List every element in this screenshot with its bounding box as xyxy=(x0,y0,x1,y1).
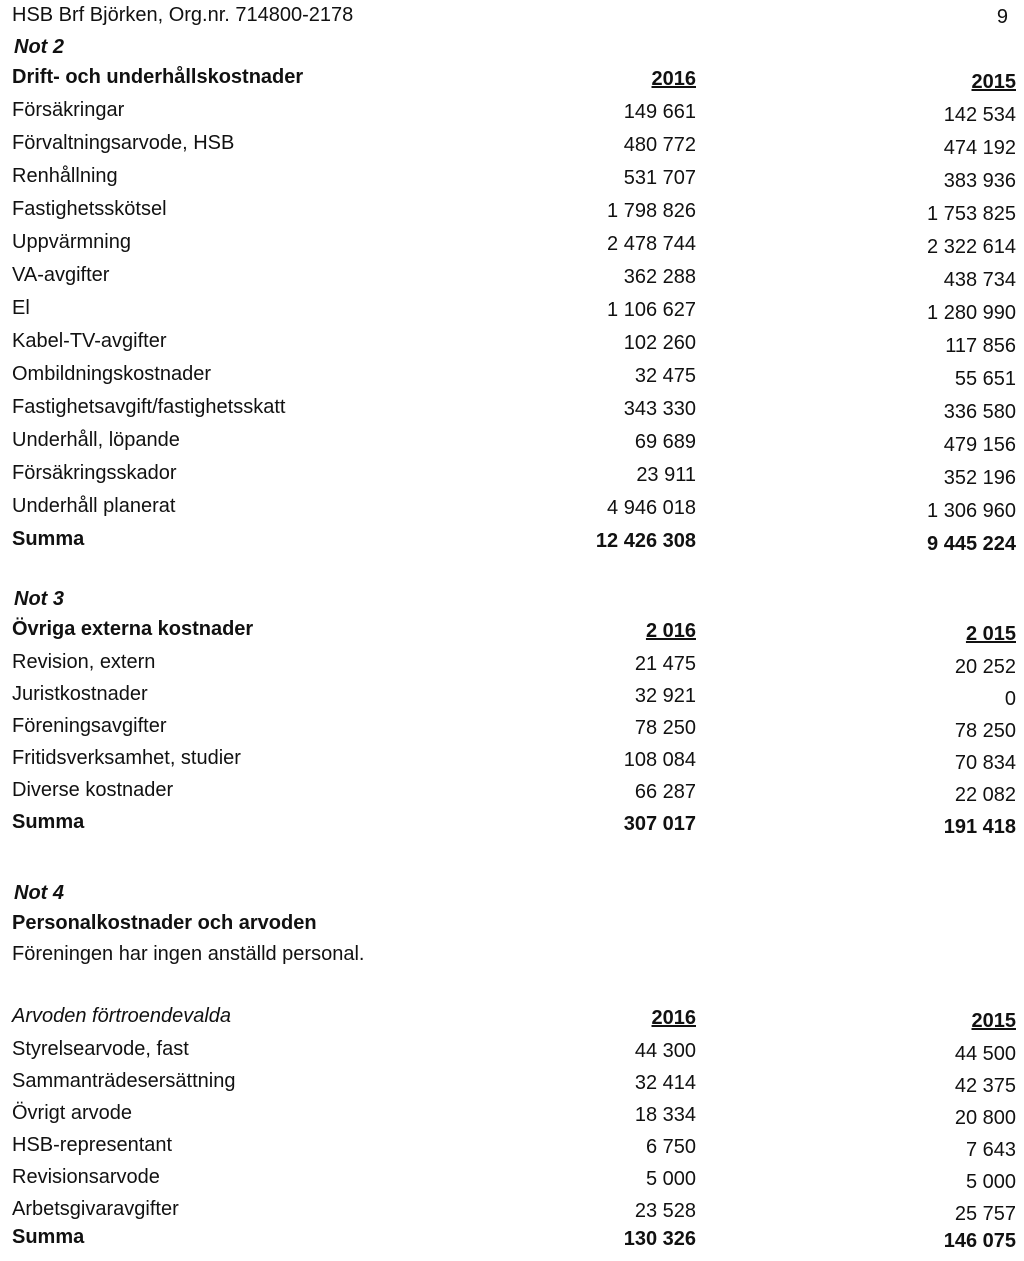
note-4-header-row xyxy=(0,1001,1024,1034)
note-3-col-2015: 2 015 xyxy=(965,623,1016,645)
row-value-2016: 480 772 xyxy=(623,134,696,156)
note-3-header-row xyxy=(0,614,1024,647)
row-label: Föreningsavgifter xyxy=(12,715,167,737)
note-2-sum-label: Summa xyxy=(12,528,85,550)
note-2-sum-2016: 12 426 308 xyxy=(595,530,696,552)
table-row xyxy=(0,293,1024,326)
note-4-section xyxy=(0,878,1024,1254)
page-number: 9 xyxy=(996,6,1008,28)
row-label: Övrigt arvode xyxy=(12,1102,133,1124)
table-row xyxy=(0,95,1024,128)
note-4-sum-row xyxy=(0,1226,1024,1254)
row-value-2015: 22 082 xyxy=(954,784,1016,806)
table-row xyxy=(0,161,1024,194)
row-value-2016: 32 475 xyxy=(634,365,696,387)
table-row xyxy=(0,1098,1024,1130)
row-value-2016: 32 921 xyxy=(634,685,696,707)
row-label: HSB-representant xyxy=(12,1134,173,1156)
row-value-2015: 2 322 614 xyxy=(927,236,1016,258)
row-value-2016: 5 000 xyxy=(645,1168,696,1190)
note-4-sum-2015: 146 075 xyxy=(943,1230,1016,1252)
row-label: El xyxy=(12,297,30,319)
row-value-2016: 6 750 xyxy=(645,1136,696,1158)
table-row xyxy=(0,128,1024,161)
table-row xyxy=(0,1162,1024,1194)
note-4-col-2015: 2015 xyxy=(971,1010,1016,1032)
note-4-subtitle: Arvoden förtroendevalda xyxy=(12,1005,232,1027)
row-value-2015: 142 534 xyxy=(943,104,1016,126)
note-3-col-2016: 2 016 xyxy=(645,620,696,642)
note-2-rows xyxy=(0,95,1024,524)
table-row xyxy=(0,227,1024,260)
note-2-header-row xyxy=(0,62,1024,95)
row-value-2015: 25 757 xyxy=(954,1203,1016,1225)
row-value-2015: 78 250 xyxy=(954,720,1016,742)
note-4-sum-label: Summa xyxy=(12,1226,85,1248)
row-label: Ombildningskostnader xyxy=(12,363,211,385)
row-value-2016: 531 707 xyxy=(623,167,696,189)
row-label: Uppvärmning xyxy=(12,231,131,253)
row-value-2015: 1 280 990 xyxy=(927,302,1016,324)
row-value-2016: 21 475 xyxy=(634,653,696,675)
row-label: Revisionsarvode xyxy=(12,1166,160,1188)
row-label: Fastighetsavgift/fastighetsskatt xyxy=(12,396,286,418)
note-4-sum-2016: 130 326 xyxy=(623,1228,696,1250)
row-label: Fritidsverksamhet, studier xyxy=(12,747,241,769)
note-2-sum-row xyxy=(0,524,1024,557)
note-2-title: Drift- och underhållskostnader xyxy=(12,66,304,88)
row-value-2016: 78 250 xyxy=(634,717,696,739)
note-3-title: Övriga externa kostnader xyxy=(12,618,254,640)
note-3-heading: Not 3 xyxy=(14,588,64,610)
row-label: Kabel-TV-avgifter xyxy=(12,330,167,352)
row-label: Arbetsgivaravgifter xyxy=(12,1198,179,1220)
row-value-2015: 20 252 xyxy=(954,656,1016,678)
row-value-2016: 23 911 xyxy=(636,464,696,486)
row-value-2015: 5 000 xyxy=(965,1171,1016,1193)
note-3-section xyxy=(0,584,1024,840)
row-value-2016: 66 287 xyxy=(634,781,696,803)
row-value-2016: 32 414 xyxy=(634,1072,696,1094)
row-label: Försäkringsskador xyxy=(12,462,177,484)
table-row xyxy=(0,392,1024,425)
row-value-2016: 343 330 xyxy=(623,398,696,420)
note-3-rows xyxy=(0,647,1024,807)
note-4-heading: Not 4 xyxy=(14,882,64,904)
table-row xyxy=(0,1194,1024,1226)
table-row xyxy=(0,458,1024,491)
row-value-2015: 42 375 xyxy=(954,1075,1016,1097)
row-value-2015: 20 800 xyxy=(954,1107,1016,1129)
document-header: HSB Brf Björken, Org.nr. 714800-2178 xyxy=(12,4,354,26)
row-label: Diverse kostnader xyxy=(12,779,174,801)
row-value-2016: 2 478 744 xyxy=(607,233,696,255)
row-value-2016: 23 528 xyxy=(634,1200,696,1222)
row-value-2016: 44 300 xyxy=(634,1040,696,1062)
note-3-sum-row xyxy=(0,807,1024,840)
table-row xyxy=(0,491,1024,524)
row-label: Renhållning xyxy=(12,165,118,187)
row-value-2015: 7 643 xyxy=(965,1139,1016,1161)
table-row xyxy=(0,743,1024,775)
row-label: VA-avgifter xyxy=(12,264,110,286)
table-row xyxy=(0,359,1024,392)
row-value-2015: 352 196 xyxy=(943,467,1016,489)
note-3-sum-2015: 191 418 xyxy=(943,816,1016,838)
row-value-2015: 1 306 960 xyxy=(927,500,1016,522)
row-label: Underhåll, löpande xyxy=(12,429,180,451)
row-value-2015: 44 500 xyxy=(954,1043,1016,1065)
row-value-2016: 1 106 627 xyxy=(607,299,696,321)
table-row xyxy=(0,647,1024,679)
row-label: Styrelsearvode, fast xyxy=(12,1038,189,1060)
row-value-2016: 362 288 xyxy=(623,266,696,288)
row-label: Underhåll planerat xyxy=(12,495,176,517)
row-value-2016: 69 689 xyxy=(634,431,696,453)
table-row xyxy=(0,775,1024,807)
table-row xyxy=(0,260,1024,293)
note-3-sum-2016: 307 017 xyxy=(623,813,696,835)
row-label: Sammanträdesersättning xyxy=(12,1070,236,1092)
row-value-2015: 336 580 xyxy=(943,401,1016,423)
note-4-col-2016: 2016 xyxy=(651,1007,696,1029)
row-value-2016: 102 260 xyxy=(623,332,696,354)
row-value-2015: 438 734 xyxy=(943,269,1016,291)
row-value-2015: 70 834 xyxy=(954,752,1016,774)
note-4-title: Personalkostnader och arvoden xyxy=(12,912,317,934)
row-label: Förvaltningsarvode, HSB xyxy=(12,132,235,154)
table-row xyxy=(0,326,1024,359)
note-2-col-2015: 2015 xyxy=(971,71,1016,93)
table-row xyxy=(0,1066,1024,1098)
row-value-2016: 108 084 xyxy=(623,749,696,771)
row-label: Revision, extern xyxy=(12,651,156,673)
table-row xyxy=(0,711,1024,743)
row-value-2016: 149 661 xyxy=(623,101,696,123)
row-value-2016: 18 334 xyxy=(634,1104,696,1126)
row-value-2015: 383 936 xyxy=(943,170,1016,192)
note-4-text: Föreningen har ingen anställd personal. xyxy=(12,943,365,965)
table-row xyxy=(0,425,1024,458)
row-value-2015: 474 192 xyxy=(943,137,1016,159)
note-2-section xyxy=(0,32,1024,557)
note-2-sum-2015: 9 445 224 xyxy=(927,533,1016,555)
row-value-2015: 117 856 xyxy=(945,335,1016,357)
table-row xyxy=(0,679,1024,711)
row-label: Fastighetsskötsel xyxy=(12,198,167,220)
note-2-heading: Not 2 xyxy=(14,36,64,58)
row-value-2016: 1 798 826 xyxy=(607,200,696,222)
note-4-rows xyxy=(0,1034,1024,1226)
row-value-2015: 0 xyxy=(1004,688,1016,710)
row-value-2015: 479 156 xyxy=(943,434,1016,456)
row-value-2015: 1 753 825 xyxy=(927,203,1016,225)
table-row xyxy=(0,194,1024,227)
note-3-sum-label: Summa xyxy=(12,811,85,833)
row-value-2015: 55 651 xyxy=(954,368,1016,390)
row-label: Juristkostnader xyxy=(12,683,148,705)
row-value-2016: 4 946 018 xyxy=(607,497,696,519)
table-row xyxy=(0,1130,1024,1162)
row-label: Försäkringar xyxy=(12,99,125,121)
table-row xyxy=(0,1034,1024,1066)
note-2-col-2016: 2016 xyxy=(651,68,696,90)
